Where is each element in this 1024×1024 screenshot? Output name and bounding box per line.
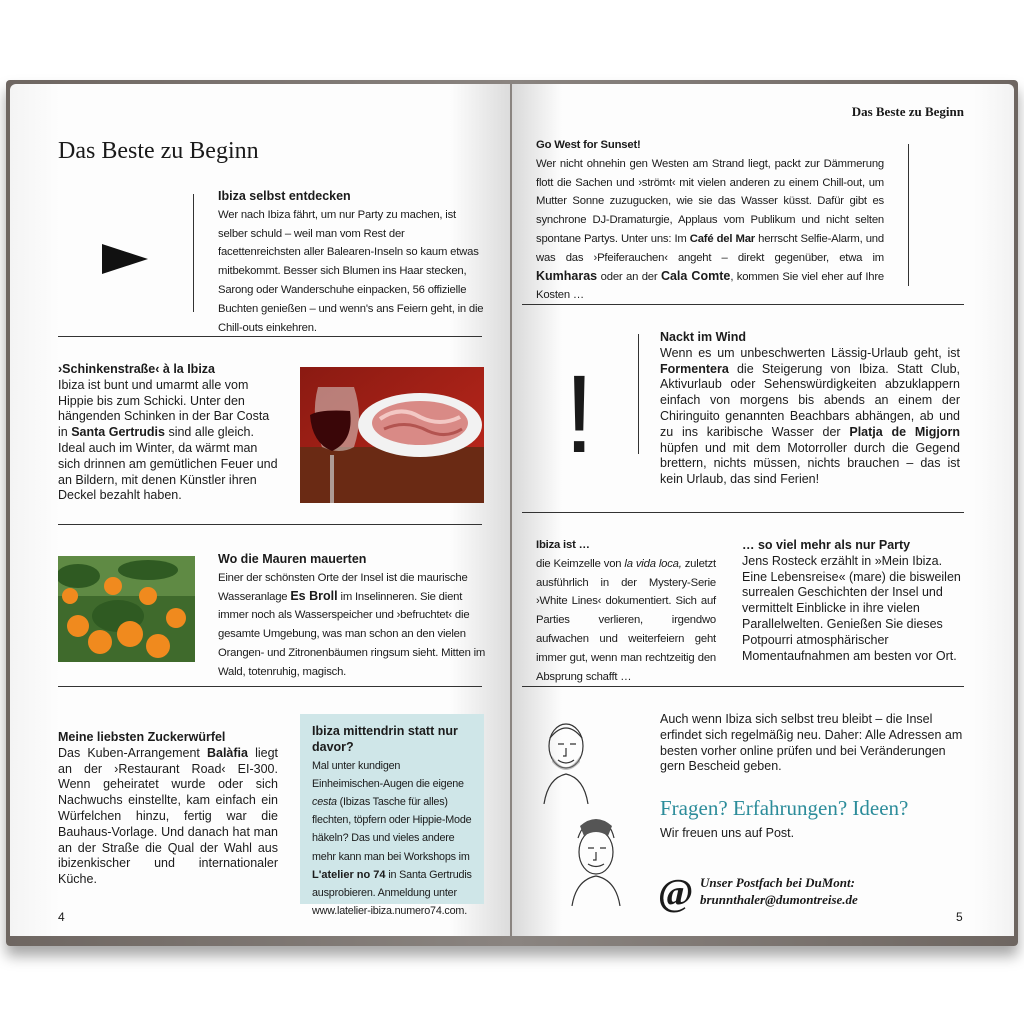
left-page <box>10 84 510 936</box>
section-text: im Inselinneren. Sie dient immer noch als Wasserspeicher und ›befruchtet‹ die gesamte Umgebung, was man schon an den vielen Orangen- und Zitronenbäumen ringsum sieht. Mitten im Wald, totenruhig, magisch. <box>218 590 486 678</box>
section-italic: la vida loca, <box>624 557 682 570</box>
section-go-west <box>536 138 884 304</box>
section-text: Wer nicht ohnehin gen Westen am Strand liegt, packt zur Dämmerung flott die Sachen und ›strömt‹ mit vielen anderen zu einem Chill-out, um Mutter Sonne zuzugucken, wie sie das Wasser küsst. Dafür gibt es synchrone DJ-Dramaturgie, Applaus vom Publikum und nicht selten spontane Partys. Unter uns: Im <box>536 157 884 245</box>
section-text: zuletzt ausführlich in der Mystery-Serie ›White Lines‹ dokumentiert. Sich auf Parties verlieren, irgendwo aufwachen und weiterfeiern geht immer gut, wenn man rechtzeitig den Absprung schafft … <box>536 557 716 683</box>
section-text: hüpfen und mit dem Motorroller durch die Gegend brettern, nichts müssen, nichts brauchen – das ist kein Urlaub, das sind Ferien! <box>660 440 960 487</box>
section-text: Ibiza ist bunt und umarmt alle vom Hippie bis zum Schicki. Unter den hängenden Schinken in der Bar Costa in <box>58 377 270 440</box>
divider <box>522 304 964 305</box>
place-name: Santa Gertrudis <box>71 425 165 440</box>
running-head: Das Beste zu Beginn <box>851 104 964 119</box>
divider <box>908 144 909 286</box>
tip-box <box>300 714 484 918</box>
page-number: 4 <box>58 910 65 924</box>
divider <box>58 524 482 525</box>
divider <box>193 194 194 312</box>
section-heading: … so viel mehr als nur Party <box>742 538 911 552</box>
section-mauren <box>218 552 488 681</box>
tip-text: in Santa Gertrudis ausprobieren. Anmeldung unter www.latelier-ibiza.numero74.com. <box>312 868 472 918</box>
tip-heading: Ibiza mittendrin statt nur davor? <box>312 724 458 754</box>
place-name: Café del Mar <box>689 232 755 245</box>
place-name: Es Broll <box>290 588 338 603</box>
section-text: oder an der <box>597 270 661 283</box>
author-portrait-2 <box>564 814 628 906</box>
place-name: Platja de Migjorn <box>849 424 960 439</box>
section-text: Jens Rosteck erzählt in »Mein Ibiza. Eine Lebensreise« (mare) die bisweilen surrealen Geschichten der Insel und vermittelt Einblicke in ihre vielen Parallelwelten. Genießen Sie dieses Potpourri atmosphärischer Momentaufnahmen am besten vor Ort. <box>742 553 961 663</box>
arrow-pointer-icon <box>100 242 150 276</box>
orange-tree-photo <box>58 556 195 662</box>
section-mehr-als-party <box>742 538 964 664</box>
divider <box>522 512 964 513</box>
contact-text: Auch wenn Ibiza sich selbst treu bleibt – die Insel erfindet sich regelmäßig neu. Daher: Alle Adressen am besten vorher online prüfen und bei Veränderungen gern Bescheid geben. <box>660 712 963 774</box>
tip-italic: cesta <box>312 796 337 808</box>
divider <box>522 686 964 687</box>
section-heading: Go West for Sunset! <box>536 139 641 151</box>
section-text: Wer nach Ibiza fährt, um nur Party zu machen, ist selber schuld – weil man vom Rest der facettenreichsten aller Balearen-Inseln so kaum etwas mitbekommt. Besser sich Blumen ins Haar stecken, Sarong oder Wanderschuhe einpacken, 56 offizielle Buchten genießen – und wenn's ans Feiern geht, in die Chill-outs einkehren. <box>218 208 484 334</box>
divider <box>58 686 482 687</box>
page-number: 5 <box>956 910 963 924</box>
at-icon: @ <box>658 872 694 914</box>
section-nackt-im-wind <box>660 330 960 488</box>
section-text: die Steigerung von Ibiza. Statt Club, Aktivurlaub oder Sehenswürdigkeiten abzuklappern einfach von morgens bis abends an einem der Chiringuito genannten Beachbars abhängen, ab und zu ins karibische Wasser der <box>660 361 960 439</box>
ham-wine-photo <box>300 367 484 503</box>
section-text: , kommen Sie viel eher auf Ihre Kosten … <box>536 270 884 302</box>
exclamation-icon: ! <box>564 353 595 476</box>
section-text: herrscht Selfie-Alarm, und was das ›Pfeiferauchen‹ angeht – direkt gegenüber, etwa im <box>536 232 884 264</box>
section-text: Wenn es um unbeschwerten Lässig-Urlaub geht, ist <box>660 345 960 360</box>
section-heading: Ibiza selbst entdecken <box>218 189 351 203</box>
tip-text: (Ibizas Tasche für alles) flechten, töpfern oder Hippie-Mode häkeln? Das und vieles andere mehr kann man bei Workshops im <box>312 796 472 863</box>
section-text: Einer der schönsten Orte der Insel ist die maurische Wasseranlage <box>218 571 468 603</box>
place-name: L'atelier no 74 <box>312 868 386 881</box>
tip-text: Mal unter kundigen Einheimischen-Augen die eigene <box>312 759 464 790</box>
section-schinkenstrasse <box>58 362 280 504</box>
section-text: Das Kuben-Arrangement <box>58 745 207 760</box>
postfach-label: Unser Postfach bei DuMont: <box>700 875 855 890</box>
place-name: Formentera <box>660 361 729 376</box>
email-link[interactable]: brunnthaler@dumontreise.de <box>700 892 858 907</box>
section-heading: ›Schinkenstraße‹ à la Ibiza <box>58 362 215 376</box>
post-text: Wir freuen uns auf Post. <box>660 826 795 840</box>
section-heading: Nackt im Wind <box>660 330 747 344</box>
place-name: Kumharas <box>536 268 598 283</box>
section-heading: Meine liebsten Zuckerwürfel <box>58 730 226 744</box>
section-text: die Keimzelle von <box>536 557 625 570</box>
place-name: Balàfia <box>206 745 248 760</box>
place-name: Cala Comte <box>660 268 731 283</box>
page-title: Das Beste zu Beginn <box>58 138 259 164</box>
questions-heading: Fragen? Erfahrungen? Ideen? <box>660 796 909 820</box>
section-text: sind alle gleich. Ideal auch im Winter, da wärmt man sich drinnen am gemütlichen Feuer und an Bildern, mit denen Künstler ihren Deckel bezahlt haben. <box>58 425 278 503</box>
section-heading: Wo die Mauren mauerten <box>218 552 367 566</box>
section-heading: Ibiza ist … <box>536 539 590 551</box>
right-page <box>512 84 1014 936</box>
section-zuckerwuerfel <box>58 730 278 888</box>
section-ibiza-ist <box>536 538 716 685</box>
section-ibiza-entdecken <box>218 189 488 336</box>
section-text: liegt an der ›Restaurant Road‹ EI-300. Wenn geheiratet wurde oder sich Nachwuchs einstellte, kam einfach ein Würfelchen hinzu, fertig war die Bauhaus-Vorlage. Und danach hat man an der Straße die Qual der Wahl aus ibizenkischer und internationaler Küche. <box>58 745 279 887</box>
divider <box>58 336 482 337</box>
author-portrait-1 <box>536 712 596 804</box>
divider <box>638 334 639 454</box>
